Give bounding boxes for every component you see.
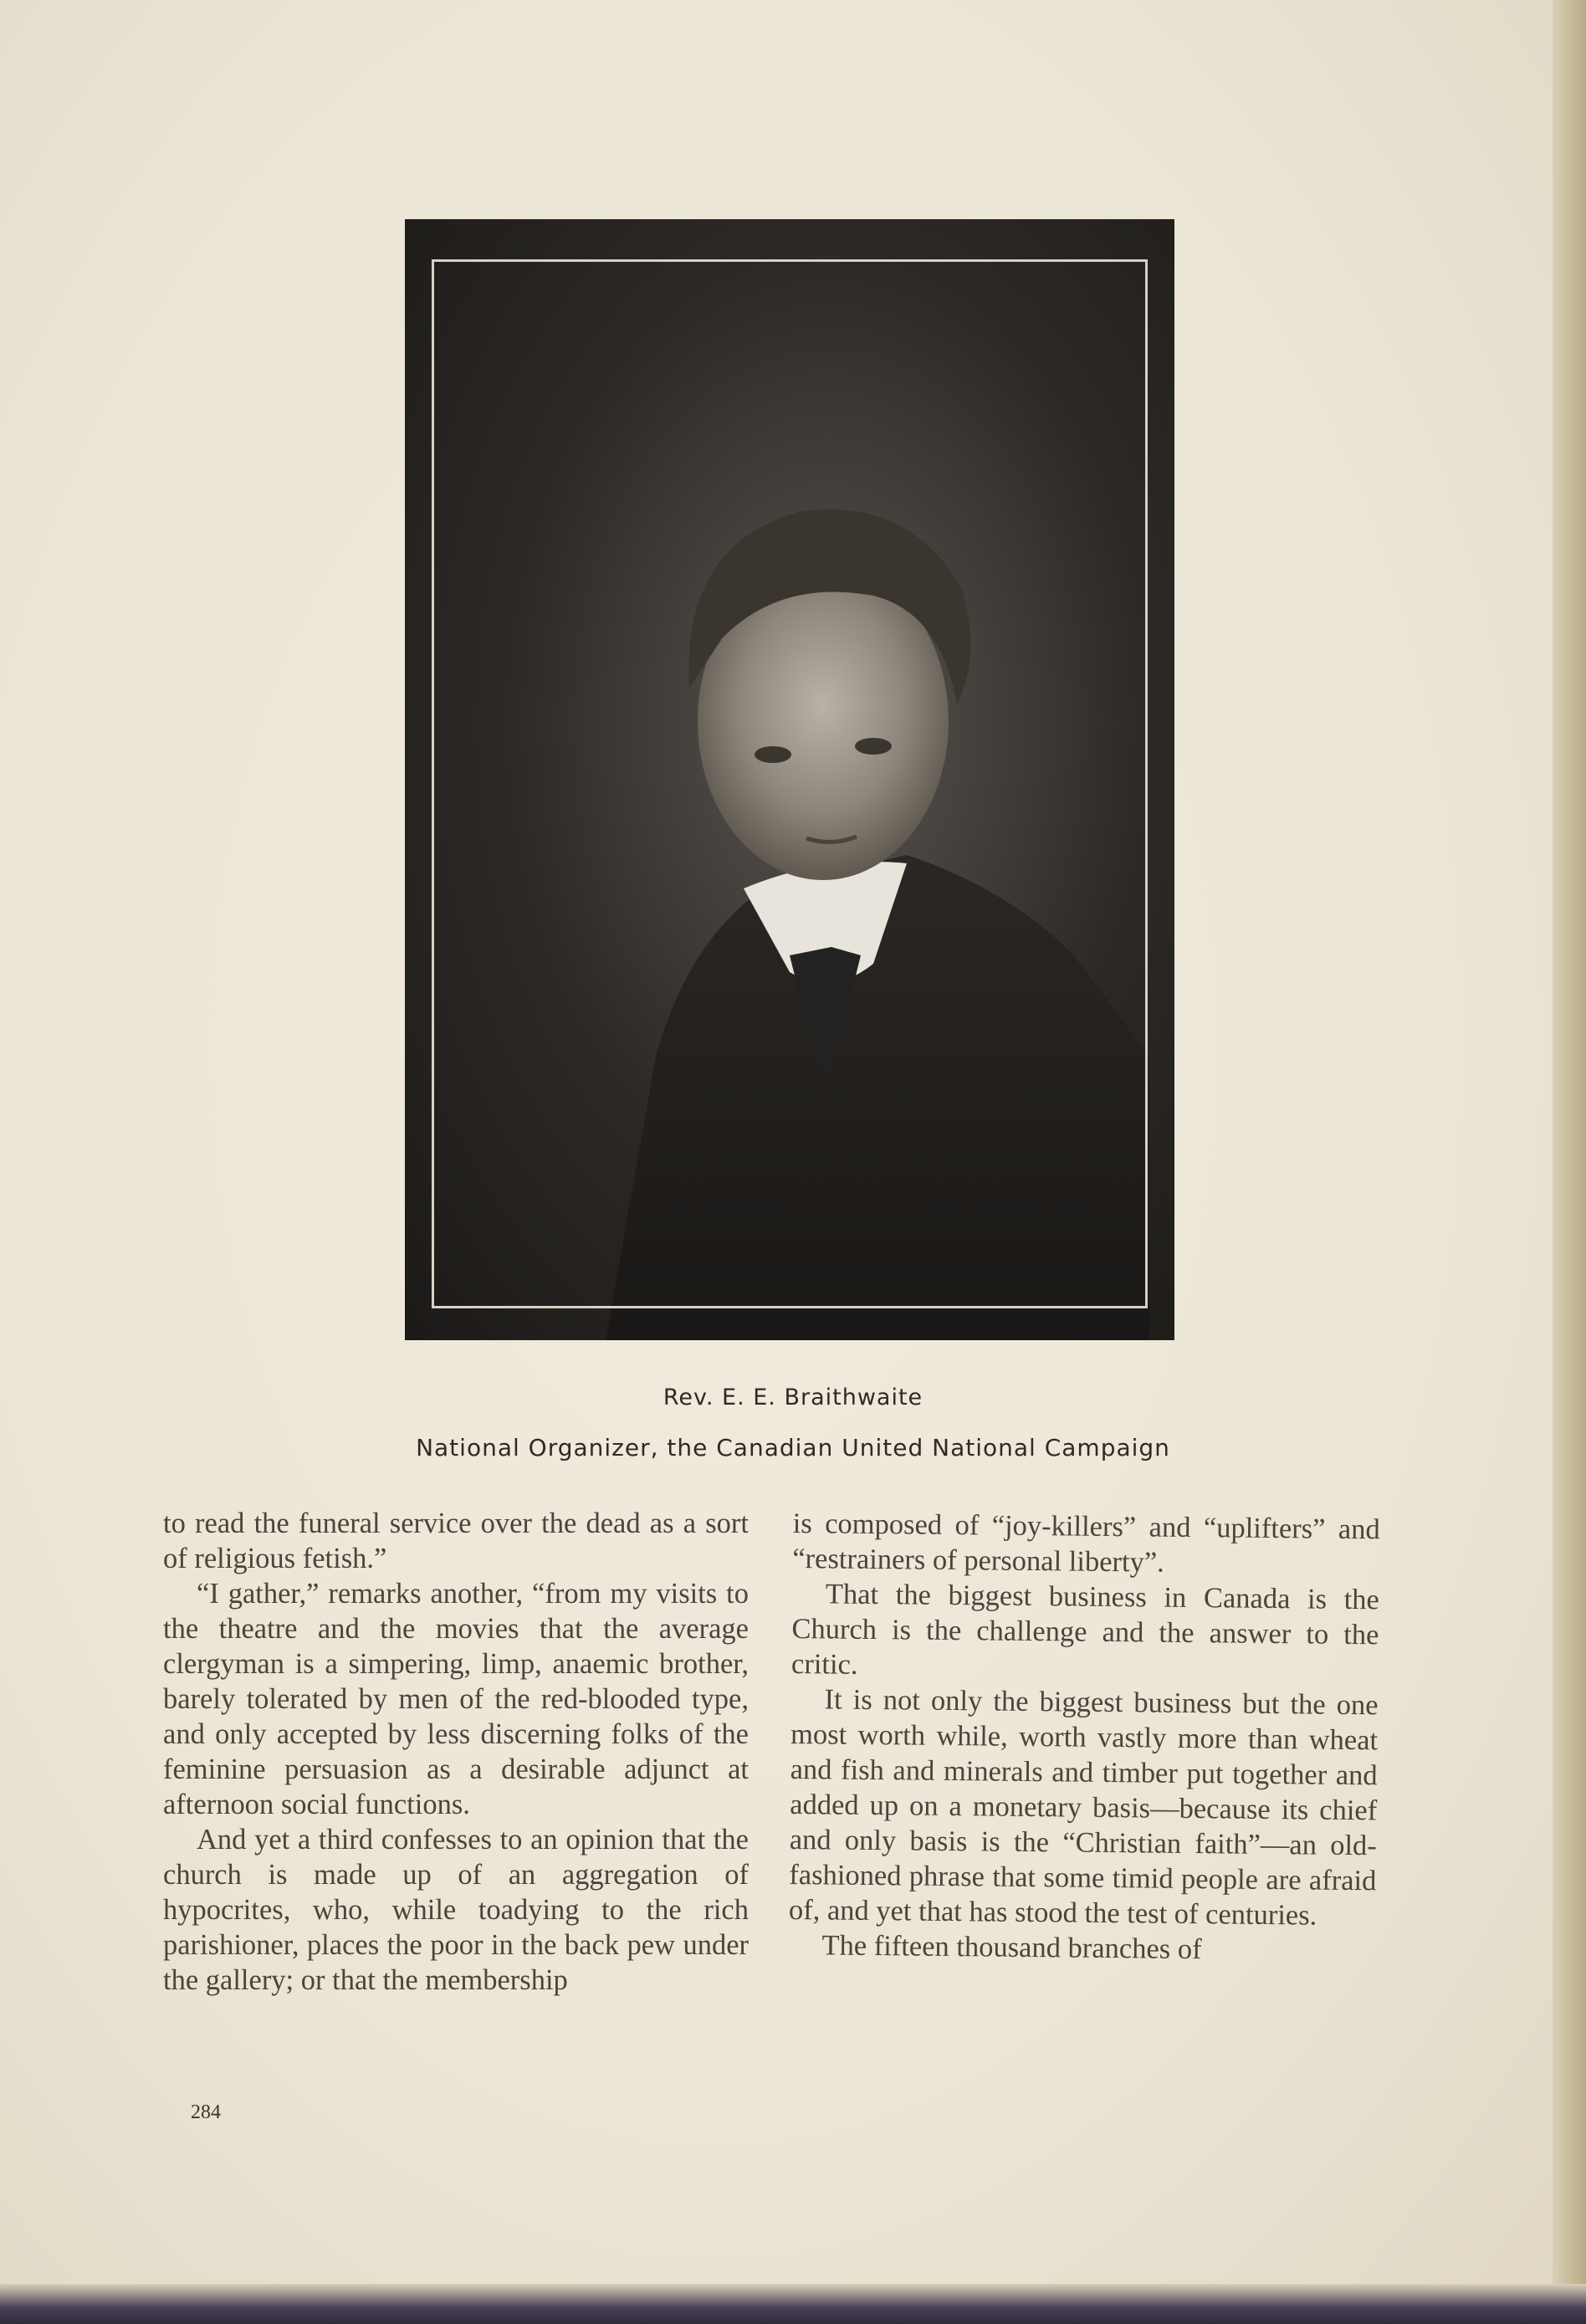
left-column [163,1506,749,1998]
paragraph: It is not only the biggest business but the one most worth while, worth vastly more than wheat and fish and minerals and timber put together and added up on a monetary basis—because its chief and only basis is the “Christian faith”—an old-fashioned phrase that some timid people are afraid of, and yet that has stood the test of centuries. [788,1683,1379,1932]
paragraph: That the biggest business in Canada is the Church is the challenge and the answer to the critic. [790,1578,1380,1681]
paragraph: The fifteen thousand branches of [821,1929,1202,1966]
book-spine [1553,0,1586,2324]
portrait-photo [405,219,1174,1340]
paragraph: And yet a third confesses to an opinion that the church is made up of an aggregation of hypocrites, who, while toadying to the rich parishioner, places the poor in the back pew under the gallery; or that the membership [163,1824,749,1996]
photo-frame [432,259,1148,1308]
paragraph: “I gather,” remarks another, “from my visits to the theatre and the movies that the average clergyman is a simpering, limp, anaemic brother, barely tolerated by men of the red-blooded type, and only accepted by less discerning folks of the feminine persuasion as a desirable adjunct at afternoon social functions. [163,1578,749,1820]
paragraph: is composed of “joy-killers” and “uplifters” and “restrainers of personal liberty”. [792,1507,1380,1579]
paragraph: to read the funeral service over the dead as a sort of religious fetish.” [163,1508,749,1574]
right-column [788,1506,1380,1968]
page-number: 284 [191,2101,221,2123]
photo-caption-title: National Organizer, the Canadian United National Campaign [416,1434,1170,1461]
bottom-edge [0,2284,1586,2324]
photo-caption-name: Rev. E. E. Braithwaite [663,1385,923,1410]
